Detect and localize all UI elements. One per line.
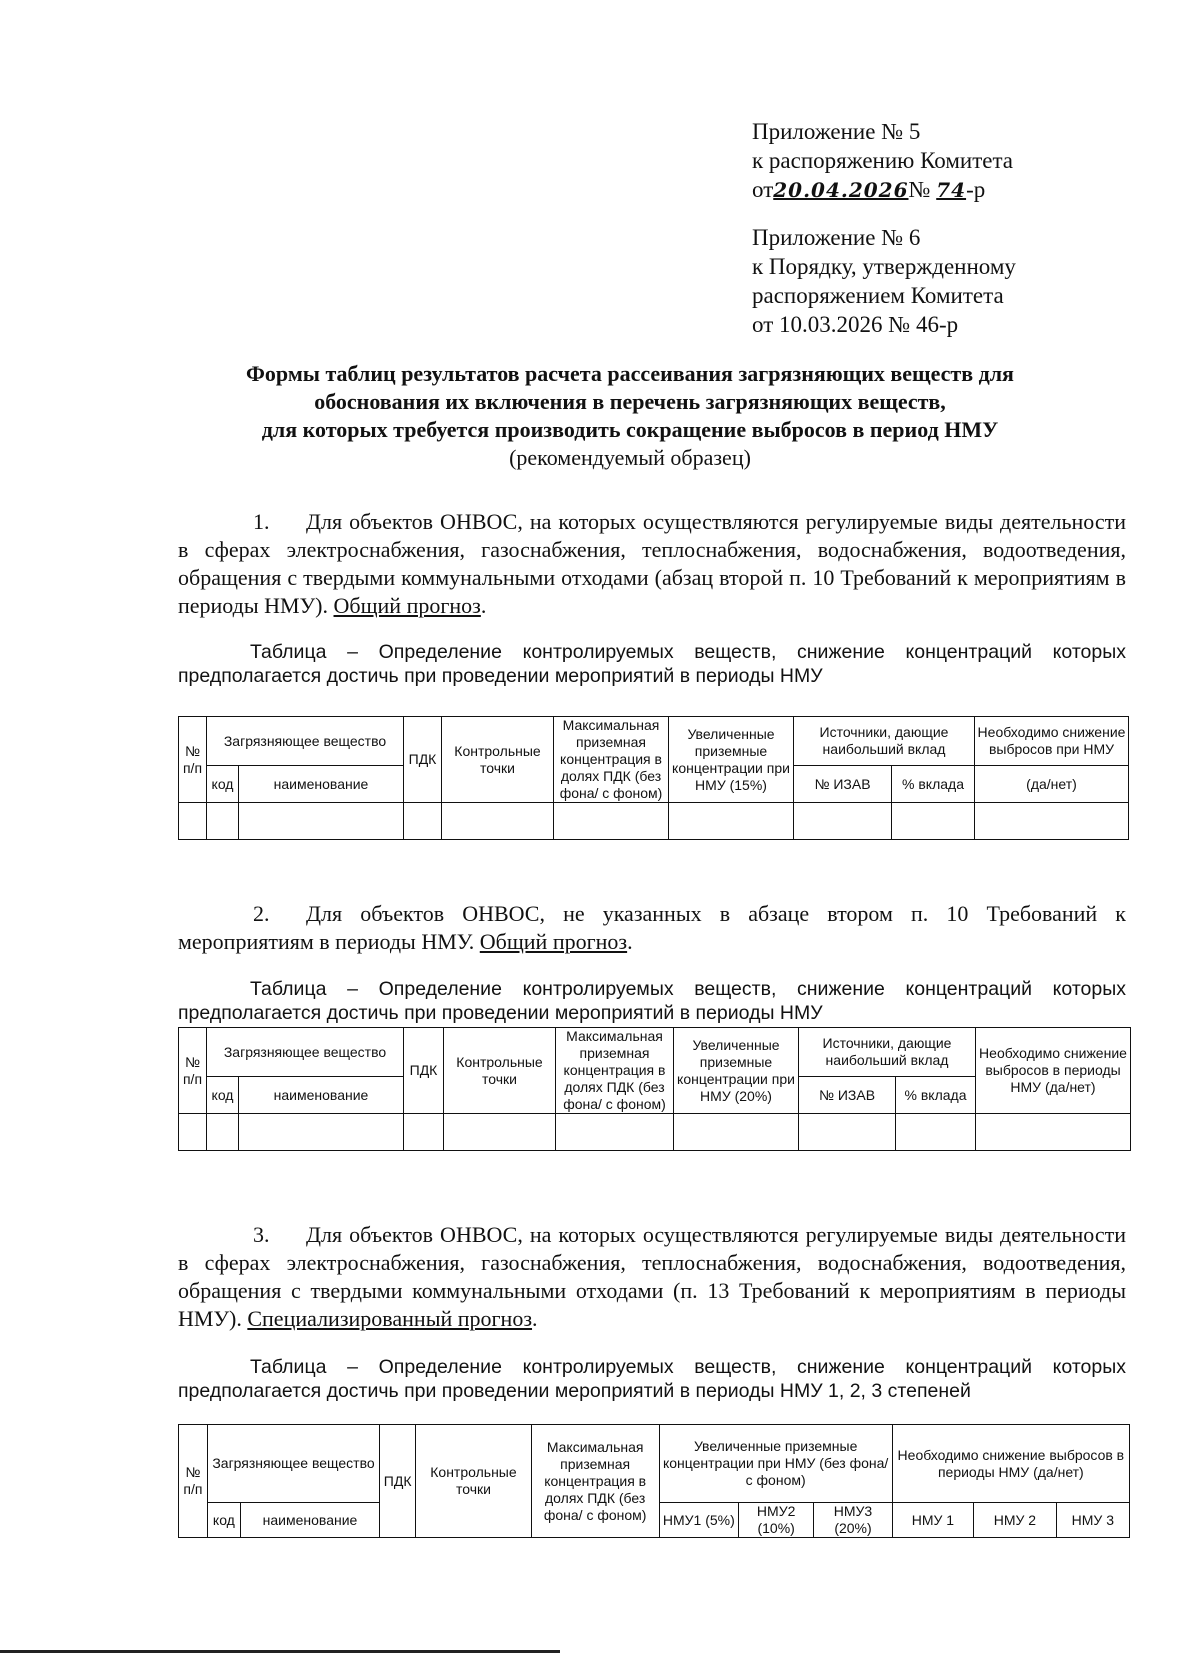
table-cell xyxy=(669,803,794,840)
table-cell xyxy=(179,803,207,840)
col-nmu2-reduction: НМУ 2 xyxy=(974,1503,1057,1538)
table-cell xyxy=(207,803,239,840)
number-suffix: -р xyxy=(966,177,986,202)
section-3-text: Для объектов ОНВОС, на которых осуществляются регулируемые виды деятельности в сферах электроснабжения, газоснабжения, теплоснабжения, водоснабжения, водоотведения, обращения с твердыми коммунальными отходами (п. 13 Требований к мероприятиям в периоды НМУ). xyxy=(178,1222,1126,1331)
section-3-number: 3. xyxy=(253,1222,270,1247)
table-cell xyxy=(239,803,404,840)
table-cell xyxy=(892,803,975,840)
title-line-1: Формы таблиц результатов расчета рассеивания загрязняющих веществ для xyxy=(246,361,1014,386)
col-substance: Загрязняющее вещество xyxy=(207,717,404,766)
section-1-end: . xyxy=(480,593,487,618)
section-2-paragraph xyxy=(178,900,1126,956)
annex-6-line-4: от 10.03.2026 № 46-р xyxy=(752,312,959,337)
col-increased-concentration: Увеличенные приземные концентрации при НМУ (20%) xyxy=(674,1028,799,1114)
handwritten-number: 74 xyxy=(936,178,967,202)
section-3-forecast-type: Специализированный прогноз xyxy=(247,1306,533,1331)
table-cell xyxy=(239,1114,404,1151)
col-name: наименование xyxy=(240,1503,379,1538)
col-reduction-needed: Необходимо снижение выбросов при НМУ xyxy=(975,717,1129,766)
annex-6-line-2: к Порядку, утвержденному xyxy=(752,254,1016,279)
col-increased-concentration: Увеличенные приземные концентрации при НМУ (без фона/с фоном) xyxy=(659,1425,892,1503)
date-prefix: от xyxy=(752,177,774,202)
table-cell xyxy=(674,1114,799,1151)
annex-5-date-line xyxy=(752,175,1013,205)
col-sources: Источники, дающие наибольший вклад xyxy=(794,717,975,766)
table-1-caption-text: Таблица – Определение контролируемых веществ, снижение концентраций которых предполагается достичь при проведении мероприятий в периоды НМУ xyxy=(178,641,1126,687)
col-control-points: Контрольные точки xyxy=(442,717,554,803)
table-cell xyxy=(799,1114,896,1151)
col-pdk: ПДК xyxy=(404,1028,444,1114)
col-nmu1-reduction: НМУ 1 xyxy=(892,1503,973,1538)
table-cell xyxy=(207,1114,239,1151)
table-cell xyxy=(179,1114,207,1151)
col-share: % вклада xyxy=(892,766,975,803)
table-2-caption xyxy=(178,977,1126,1025)
col-code: код xyxy=(207,1503,240,1538)
col-izav: № ИЗАВ xyxy=(794,766,892,803)
col-pdk: ПДК xyxy=(380,1425,416,1538)
section-2-forecast-type: Общий прогноз xyxy=(479,929,628,954)
col-max-concentration: Максимальная приземная концентрация в долях ПДК (без фона/ с фоном) xyxy=(554,717,669,803)
col-number: № п/п xyxy=(179,717,207,803)
col-code: код xyxy=(207,766,239,803)
col-pdk: ПДК xyxy=(404,717,442,803)
table-3-caption-text: Таблица – Определение контролируемых веществ, снижение концентраций которых предполагается достичь при проведении мероприятий в периоды НМУ 1, 2, 3 степеней xyxy=(178,1356,1126,1402)
table-cell xyxy=(975,803,1129,840)
annex-6-line-3: распоряжением Комитета xyxy=(752,283,1004,308)
section-1-text: Для объектов ОНВОС, на которых осуществляются регулируемые виды деятельности в сферах электроснабжения, газоснабжения, теплоснабжения, водоснабжения, водоотведения, обращения с твердыми коммунальными отходами (абзац второй п. 10 Требований к мероприятиям в периоды НМУ). xyxy=(178,509,1126,618)
table-cell xyxy=(554,803,669,840)
annex-6-header xyxy=(752,223,1016,339)
table-3 xyxy=(178,1424,1130,1538)
section-1-number: 1. xyxy=(253,509,270,534)
section-3-paragraph xyxy=(178,1221,1126,1333)
title-line-2: обоснования их включения в перечень загрязняющих веществ, xyxy=(314,389,946,414)
table-cell xyxy=(404,1114,444,1151)
col-sources: Источники, дающие наибольший вклад xyxy=(799,1028,976,1077)
col-substance: Загрязняющее вещество xyxy=(207,1028,404,1077)
annex-5-title: Приложение № 5 xyxy=(752,119,921,144)
section-3-end: . xyxy=(532,1306,538,1331)
col-nmu2-concentration: НМУ2 (10%) xyxy=(739,1503,814,1538)
table-cell xyxy=(976,1114,1131,1151)
table-1 xyxy=(178,716,1129,840)
annex-5-reference: к распоряжению Комитета xyxy=(752,148,1013,173)
col-control-points: Контрольные точки xyxy=(444,1028,556,1114)
table-cell xyxy=(556,1114,674,1151)
col-number: № п/п xyxy=(179,1425,208,1538)
document-title xyxy=(150,360,1110,472)
section-1-forecast-type: Общий прогноз xyxy=(333,593,481,618)
table-2 xyxy=(178,1027,1131,1151)
col-nmu3-reduction: НМУ 3 xyxy=(1056,1503,1129,1538)
col-nmu1-concentration: НМУ1 (5%) xyxy=(659,1503,738,1538)
col-nmu3-concentration: НМУ3 (20%) xyxy=(814,1503,892,1538)
col-yes-no: (да/нет) xyxy=(975,766,1129,803)
col-number: № п/п xyxy=(179,1028,207,1114)
table-row xyxy=(179,803,1129,840)
col-share: % вклада xyxy=(896,1077,976,1114)
col-substance: Загрязняющее вещество xyxy=(207,1425,379,1503)
section-2-number: 2. xyxy=(253,901,270,926)
table-2-caption-text: Таблица – Определение контролируемых веществ, снижение концентраций которых предполагается достичь при проведении мероприятий в периоды НМУ xyxy=(178,978,1126,1024)
table-cell xyxy=(794,803,892,840)
table-3-caption xyxy=(178,1355,1126,1403)
title-line-3: для которых требуется производить сокращение выбросов в период НМУ xyxy=(261,417,999,442)
col-increased-concentration: Увеличенные приземные концентрации при НМУ (15%) xyxy=(669,717,794,803)
col-code: код xyxy=(207,1077,239,1114)
number-prefix: № xyxy=(908,177,931,202)
table-cell xyxy=(896,1114,976,1151)
section-2-text: Для объектов ОНВОС, не указанных в абзаце втором п. 10 Требований к мероприятиям в периоды НМУ. xyxy=(178,901,1126,954)
section-2-end: . xyxy=(627,929,633,954)
section-1-paragraph xyxy=(178,508,1126,620)
annex-5-header xyxy=(752,117,1013,205)
col-reduction-needed: Необходимо снижение выбросов в периоды НМУ (да/нет) xyxy=(976,1028,1131,1114)
table-1-caption xyxy=(178,640,1126,688)
table-row xyxy=(179,1114,1131,1151)
table-cell xyxy=(404,803,442,840)
handwritten-date: 20.04.2026 xyxy=(773,178,909,202)
col-max-concentration: Максимальная приземная концентрация в долях ПДК (без фона/ с фоном) xyxy=(531,1425,659,1538)
col-max-concentration: Максимальная приземная концентрация в долях ПДК (без фона/ с фоном) xyxy=(556,1028,674,1114)
col-name: наименование xyxy=(239,766,404,803)
table-cell xyxy=(444,1114,556,1151)
table-cell xyxy=(442,803,554,840)
col-control-points: Контрольные точки xyxy=(416,1425,532,1538)
col-reduction-needed: Необходимо снижение выбросов в периоды НМУ (да/нет) xyxy=(892,1425,1129,1503)
title-subtitle: (рекомендуемый образец) xyxy=(509,445,751,470)
page-bottom-rule xyxy=(0,1650,560,1653)
annex-6-title: Приложение № 6 xyxy=(752,225,921,250)
col-name: наименование xyxy=(239,1077,404,1114)
col-izav: № ИЗАВ xyxy=(799,1077,896,1114)
